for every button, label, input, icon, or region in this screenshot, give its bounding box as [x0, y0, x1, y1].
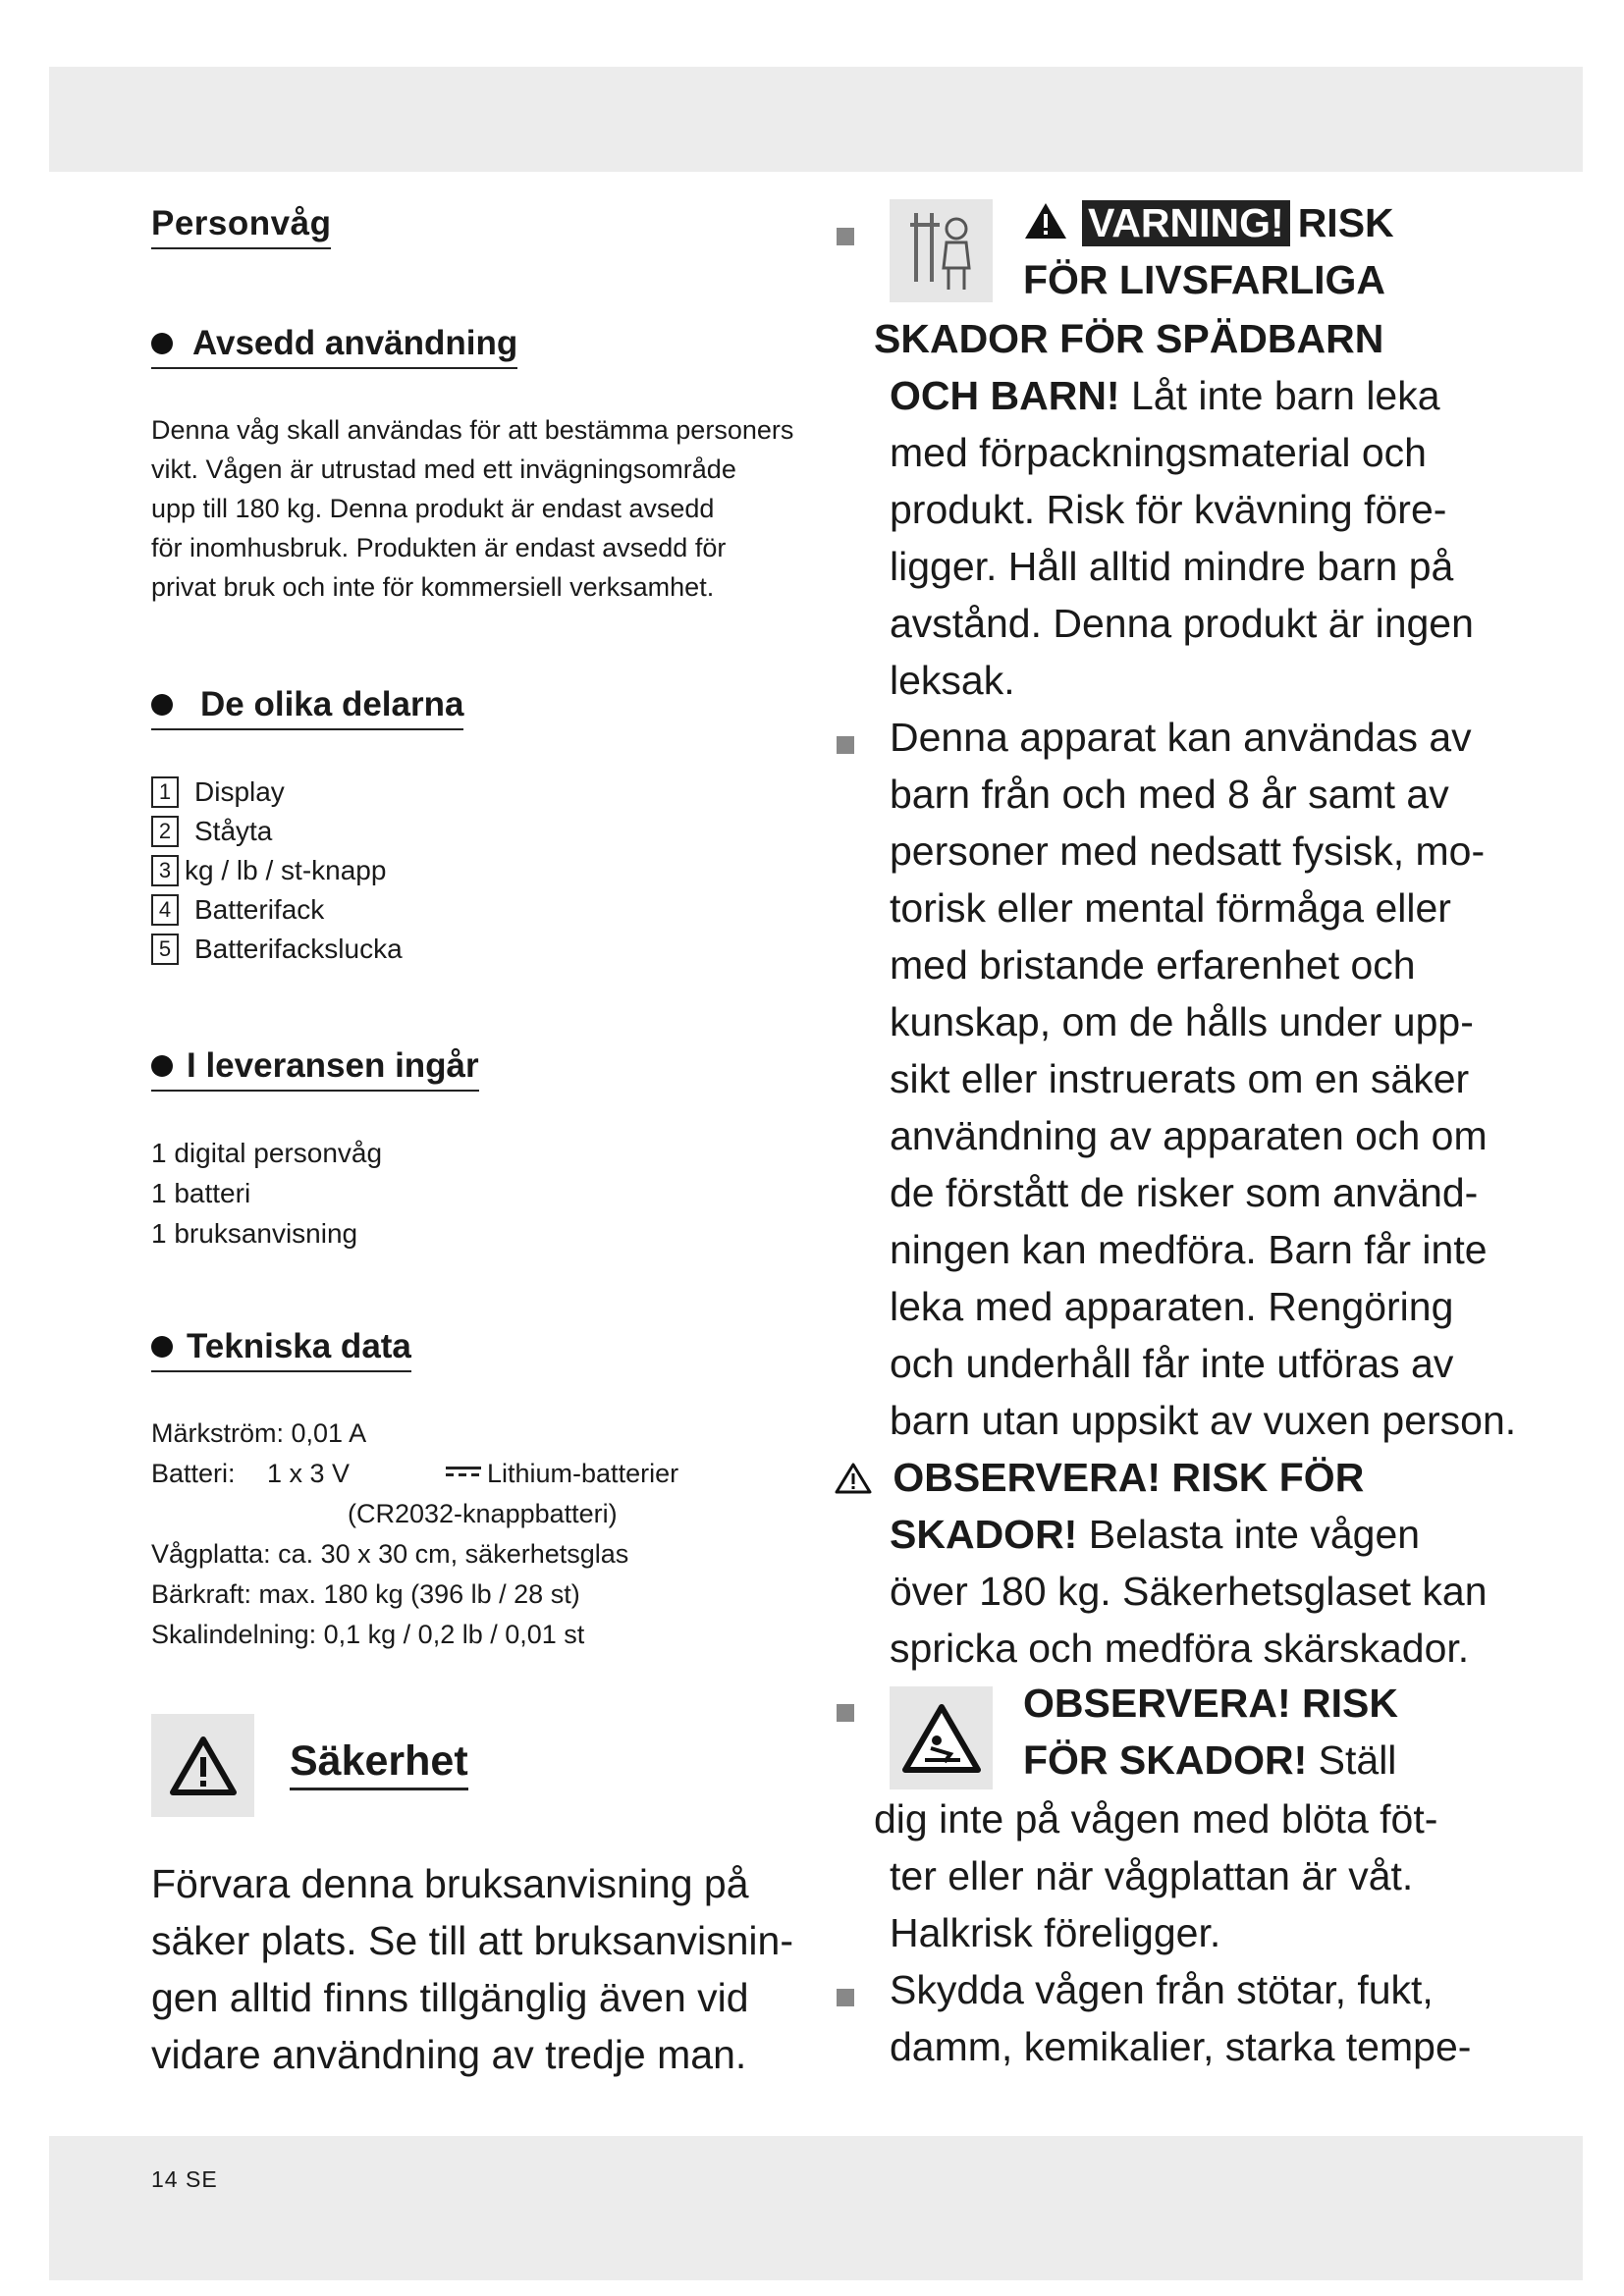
delivery-list	[151, 1133, 382, 1254]
section-heading-delivery: I leveransen ingår	[151, 1046, 479, 1092]
child-hazard-icon	[890, 199, 993, 302]
bullet-dot-icon	[151, 333, 173, 354]
intended-use-text: Denna våg skall användas för att bestämma personers vikt. Vågen är utrustad med ett invägningsområde upp till 180 kg. Denna produkt är endast avsedd för inomhusbruk. Produkten är endast avsedd för privat bruk och inte för kommersiell verksamhet.	[151, 415, 794, 602]
list-item: 1 Display	[151, 773, 403, 812]
list-item: 1 batteri	[151, 1178, 251, 1208]
warning-icon	[1023, 201, 1068, 250]
safety-text: Förvara denna bruksanvisning på säker plats. Se till att bruksanvisnin- gen alltid finns tillgänglig även vid vidare användning av tredje man.	[151, 1861, 793, 2077]
footer-band	[49, 2136, 1583, 2280]
bullet-square-icon	[837, 228, 854, 245]
bullet-square-icon	[837, 736, 854, 754]
bullet-square-icon	[837, 1989, 854, 2006]
list-item: 3 kg / lb / st-knapp	[151, 851, 403, 890]
page-title: Personvåg	[151, 204, 331, 249]
tech-data: Märkström: 0,01 A Batteri: 1 x 3 V Lithium-batterier (CR2032-knappbatteri) Vågplatta: ca. 30 x 30 cm, säkerhetsglas Bärkraft: max. 180 kg (396 lb / 28 st) Skalindelning: 0,1 kg / 0,2 lb / 0,01 st	[151, 1418, 679, 1649]
header-band	[49, 67, 1583, 172]
warning-line-1: VARNING! RISK	[1023, 200, 1394, 250]
section-heading-safety: Säkerhet	[290, 1737, 468, 1790]
page-number: 14 SE	[151, 2166, 218, 2192]
bullet-dot-icon	[151, 694, 173, 716]
caution-icon	[835, 1458, 872, 1504]
dc-current-icon	[446, 1467, 481, 1476]
bullet-dot-icon	[151, 1055, 173, 1077]
list-item: 1 digital personvåg	[151, 1138, 383, 1168]
bullet-dot-icon	[151, 1336, 173, 1358]
section-heading-parts: De olika delarna	[151, 685, 463, 730]
bullet-square-icon	[837, 1704, 854, 1722]
list-item: 2 Ståyta	[151, 812, 403, 851]
list-item: 1 bruksanvisning	[151, 1218, 358, 1249]
varning-badge: VARNING!	[1082, 200, 1290, 246]
slip-hazard-icon	[890, 1686, 993, 1789]
safety-warning-icon	[151, 1714, 254, 1817]
list-item: 4 Batterifack	[151, 890, 403, 930]
section-heading-intended-use: Avsedd användning	[151, 324, 517, 369]
list-item: 5 Batterifackslucka	[151, 930, 403, 969]
parts-list	[151, 773, 403, 969]
section-heading-tech: Tekniska data	[151, 1327, 411, 1372]
